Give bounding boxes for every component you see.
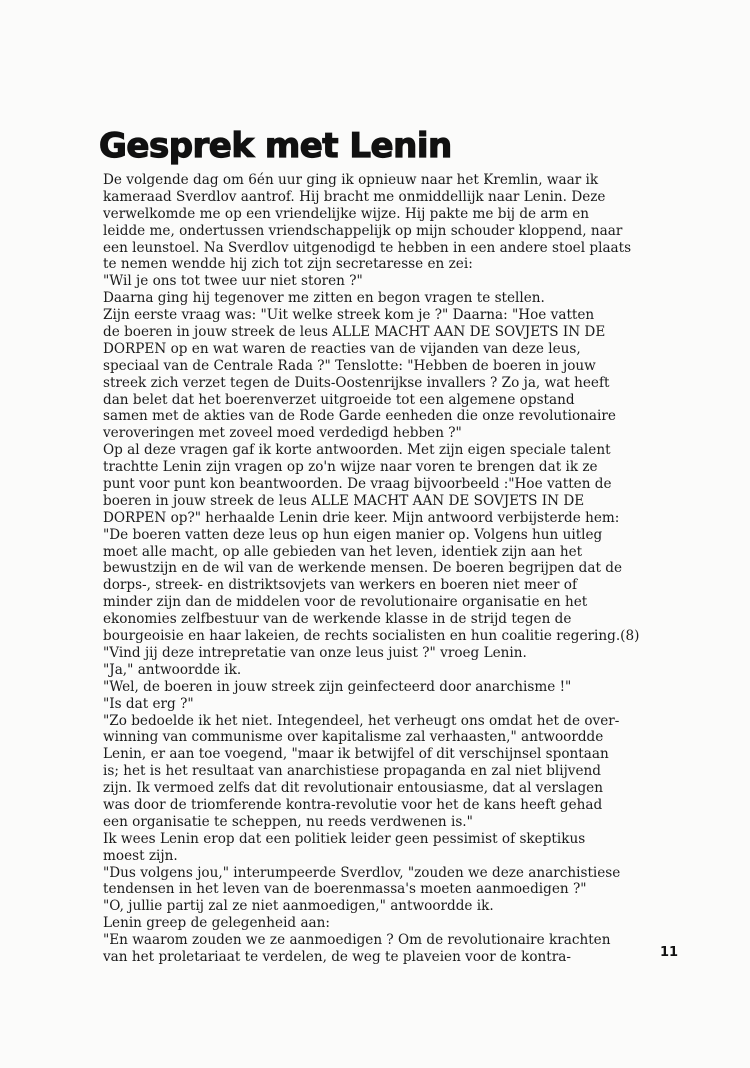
text-line: punt voor punt kon beantwoorden. De vraag bijvoorbeeld :"Hoe vatten de bbox=[103, 476, 612, 493]
text-line: veroveringen met zoveel moed verdedigd hebben ?" bbox=[103, 425, 462, 442]
text-line: "De boeren vatten deze leus op hun eigen manier op. Volgens hun uitleg bbox=[103, 526, 603, 543]
text-line: minder zijn dan de middelen voor de revolutionaire organisatie en het bbox=[103, 594, 588, 611]
text-line: Zijn eerste vraag was: "Uit welke streek kom je ?" Daarna: "Hoe vatten bbox=[103, 307, 595, 324]
text-line: "Zo bedoelde ik het niet. Integendeel, het verheugt ons omdat het de over- bbox=[103, 712, 620, 729]
text-line: zijn. Ik vermoed zelfs dat dit revolutionair entousiasme, dat al verslagen bbox=[103, 780, 603, 797]
text-line: ekonomies zelfbestuur van de werkende klasse in de strijd tegen de bbox=[103, 611, 572, 628]
text-line: "Dus volgens jou," interumpeerde Sverdlov, "zouden we deze anarchistiese bbox=[103, 864, 621, 881]
text-line: moest zijn. bbox=[103, 847, 178, 864]
text-line: moet alle macht, op alle gebieden van het leven, identiek zijn aan het bbox=[103, 543, 583, 560]
text-line: DORPEN op en wat waren de reacties van de vijanden van deze leus, bbox=[103, 340, 581, 357]
text-line: trachtte Lenin zijn vragen op zo'n wijze naar voren te brengen dat ik ze bbox=[103, 459, 598, 476]
text-line: "Wil je ons tot twee uur niet storen ?" bbox=[103, 273, 363, 290]
text-line: De volgende dag om 6én uur ging ik opnieuw naar het Kremlin, waar ik bbox=[103, 172, 599, 188]
text-line: bourgeoisie en haar lakeien, de rechts socialisten en hun coalitie regering.(8) bbox=[103, 628, 640, 645]
text-line: "Ja," antwoordde ik. bbox=[103, 661, 242, 678]
text-line: dorps-, streek- en distriktsovjets van werkers en boeren niet meer of bbox=[103, 577, 577, 594]
text-line: een organisatie te scheppen, nu reeds verdwenen is." bbox=[103, 813, 473, 830]
text-line: was door de triomferende kontra-revolutie voor het de kans heeft gehad bbox=[103, 796, 603, 813]
text-line: bewustzijn en de wil van de werkende mensen. De boeren begrijpen dat de bbox=[103, 560, 623, 577]
text-line: winning van communisme over kapitalisme zal verhaasten," antwoordde bbox=[103, 729, 604, 746]
text-line: boeren in jouw streek de leus ALLE MACHT AAN DE SOVJETS IN DE bbox=[103, 492, 585, 509]
text-line: Lenin, er aan toe voegend, "maar ik betwijfel of dit verschijnsel spontaan bbox=[103, 746, 609, 763]
text-line: Ik wees Lenin erop dat een politiek leider geen pessimist of skeptikus bbox=[103, 830, 586, 847]
text-line: "Is dat erg ?" bbox=[103, 695, 194, 712]
text-line: is; het is het resultaat van anarchistiese propaganda en zal niet blijvend bbox=[103, 763, 601, 780]
text-line: Lenin greep de gelegenheid aan: bbox=[103, 915, 330, 932]
text-line: Op al deze vragen gaf ik korte antwoorden. Met zijn eigen speciale talent bbox=[103, 442, 611, 459]
text-line: speciaal van de Centrale Rada ?" Tenslotte: "Hebben de boeren in jouw bbox=[103, 357, 596, 374]
text-line: de boeren in jouw streek de leus ALLE MACHT AAN DE SOVJETS IN DE bbox=[103, 324, 606, 341]
text-line: "En waarom zouden we ze aanmoedigen ? Om de revolutionaire krachten bbox=[103, 932, 611, 949]
text-line: een leunstoel. Na Sverdlov uitgenodigd te hebben in een andere stoel plaats bbox=[103, 239, 632, 256]
text-line: te nemen wendde hij zich tot zijn secretaresse en zei: bbox=[103, 256, 473, 273]
page-title: Gesprek met Lenin bbox=[99, 126, 452, 166]
text-line: dan belet dat het boerenverzet uitgroeide tot een algemene opstand bbox=[103, 391, 575, 408]
page-number: 11 bbox=[660, 945, 679, 960]
text-line: leidde me, ondertussen vriendschappelijk op mijn schouder kloppend, naar bbox=[103, 222, 623, 239]
text-line: DORPEN op?" herhaalde Lenin drie keer. Mijn antwoord verbijsterde hem: bbox=[103, 509, 620, 526]
body-text bbox=[103, 172, 703, 966]
text-line: tendensen in het leven van de boerenmassa's moeten aanmoedigen ?" bbox=[103, 881, 587, 898]
text-line: streek zich verzet tegen de Duits-Oostenrijkse invallers ? Zo ja, wat heeft bbox=[103, 374, 610, 391]
text-line: "Wel, de boeren in jouw streek zijn geinfecteerd door anarchisme !" bbox=[103, 678, 572, 695]
text-line: kameraad Sverdlov aantrof. Hij bracht me onmiddellijk naar Lenin. Deze bbox=[103, 188, 606, 205]
text-line: Daarna ging hij tegenover me zitten en begon vragen te stellen. bbox=[103, 290, 545, 307]
text-line: samen met de akties van de Rode Garde eenheden die onze revolutionaire bbox=[103, 408, 616, 425]
text-line: verwelkomde me op een vriendelijke wijze. Hij pakte me bij de arm en bbox=[103, 205, 590, 222]
text-line: "O, jullie partij zal ze niet aanmoedigen," antwoordde ik. bbox=[103, 898, 494, 915]
text-line: van het proletariaat te verdelen, de weg te plaveien voor de kontra- bbox=[103, 948, 571, 965]
text-line: "Vind jij deze intrepretatie van onze leus juist ?" vroeg Lenin. bbox=[103, 644, 527, 661]
